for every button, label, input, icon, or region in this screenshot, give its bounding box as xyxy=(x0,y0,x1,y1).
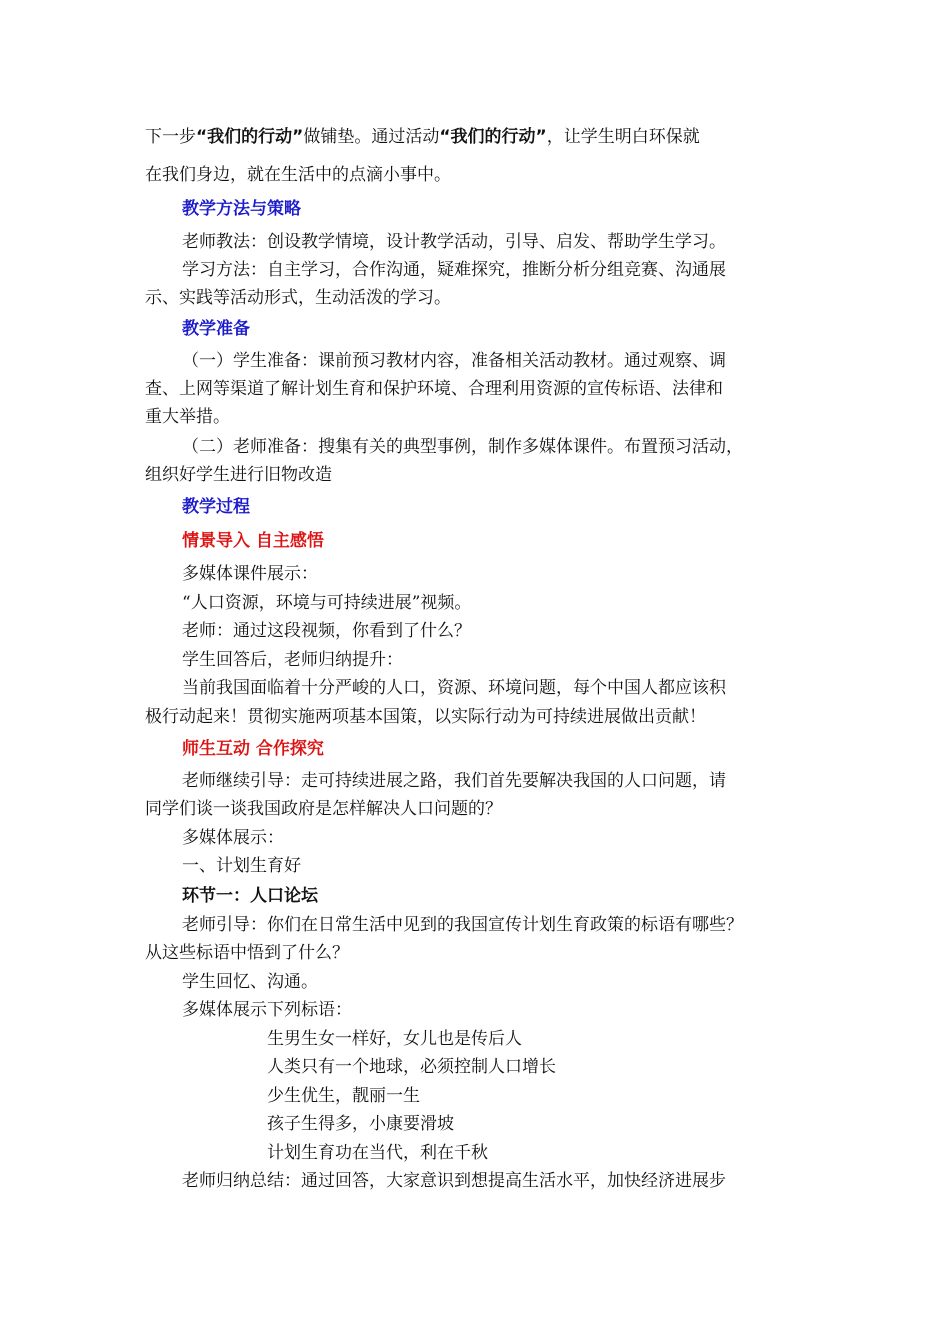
slogan-item: 计划生育功在当代，利在千秋 xyxy=(267,1143,488,1163)
methods-study-1: 学习方法：自主学习，合作沟通，疑难探究，推断分析分组竞赛、沟通展 xyxy=(182,260,726,280)
para-summary-2: 极行动起来！贯彻实施两项基本国策，以实际行动为可持续进展做出贡献！ xyxy=(145,707,706,727)
prep-teacher-2: 组织好学生进行旧物改造 xyxy=(145,465,332,485)
prep-heading: 教学准备 xyxy=(182,319,250,339)
methods-heading: 教学方法与策略 xyxy=(182,199,301,219)
para-show-slogans: 多媒体展示下列标语： xyxy=(182,1000,352,1020)
prep-teacher-1: （二）老师准备：搜集有关的典型事例，制作多媒体课件。布置预习活动， xyxy=(182,437,743,457)
methods-study-2: 示、实践等活动形式，生动活泼的学习。 xyxy=(145,288,451,308)
subheading-situation: 情景导入 自主感悟 xyxy=(182,531,324,551)
prep-student-2: 查、上网等渠道了解计划生育和保护环境、合理利用资源的宣传标语、法律和 xyxy=(145,379,723,399)
intro-quote-2: “我们的行动” xyxy=(439,127,547,147)
intro-line-1 xyxy=(145,126,700,148)
prep-student-1: （一）学生准备：课前预习教材内容，准备相关活动教材。通过观察、调 xyxy=(182,351,726,371)
intro-text-c: 做铺垫。通过活动 xyxy=(303,127,440,147)
para-multimedia: 多媒体课件展示： xyxy=(182,564,318,584)
methods-teacher: 老师教法：创设教学情境，设计教学活动，引导、启发、帮助学生学习。 xyxy=(182,232,726,252)
slogan-item: 孩子生得多，小康要滑坡 xyxy=(267,1114,454,1134)
para-recall: 学生回忆、沟通。 xyxy=(182,972,318,992)
para-family-planning: 一、计划生育好 xyxy=(182,856,301,876)
intro-line-2: 在我们身边，就在生活中的点滴小事中。 xyxy=(145,165,451,185)
subheading-interaction: 师生互动 合作探究 xyxy=(182,739,324,759)
intro-text-e: ，让学生明白环保就 xyxy=(546,127,700,147)
para-summary-1: 当前我国面临着十分严峻的人口，资源、环境问题，每个中国人都应该积 xyxy=(182,678,726,698)
slogan-item: 少生优生，靓丽一生 xyxy=(267,1086,420,1106)
para-guide-2: 同学们谈一谈我国政府是怎样解决人口问题的？ xyxy=(145,799,502,819)
para-teacher-question: 老师：通过这段视频，你看到了什么？ xyxy=(182,621,471,641)
para-student-answer: 学生回答后，老师归纳提升： xyxy=(182,650,403,670)
para-multimedia-2: 多媒体展示： xyxy=(182,828,284,848)
para-slogan-question-1: 老师引导：你们在日常生活中见到的我国宣传计划生育政策的标语有哪些？ xyxy=(182,915,743,935)
para-conclusion: 老师归纳总结：通过回答，大家意识到想提高生活水平，加快经济进展步 xyxy=(182,1171,726,1191)
slogan-item: 人类只有一个地球，必须控制人口增长 xyxy=(267,1057,556,1077)
para-slogan-question-2: 从这些标语中悟到了什么？ xyxy=(145,943,349,963)
process-heading: 教学过程 xyxy=(182,497,250,517)
prep-student-3: 重大举措。 xyxy=(145,407,230,427)
slogan-item: 生男生女一样好，女儿也是传后人 xyxy=(267,1029,522,1049)
intro-quote-1: “我们的行动” xyxy=(196,127,304,147)
intro-text-a: 下一步 xyxy=(145,127,196,147)
para-video: “人口资源，环境与可持续进展”视频。 xyxy=(182,593,472,613)
para-guide-1: 老师继续引导：走可持续进展之路，我们首先要解决我国的人口问题，请 xyxy=(182,771,726,791)
subheading-forum: 环节一：人口论坛 xyxy=(182,886,318,906)
